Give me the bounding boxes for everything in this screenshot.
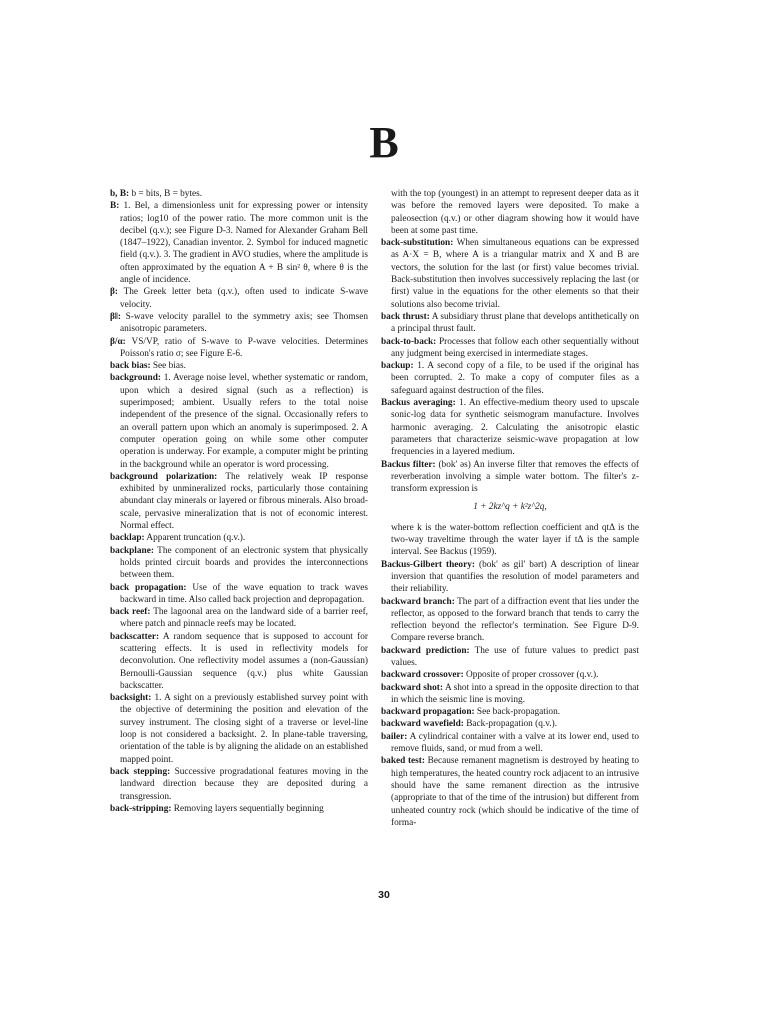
entry-headword: back propagation:: [110, 582, 187, 593]
entry-headword: back-substitution:: [381, 238, 454, 249]
entry-headword: back-stripping:: [110, 803, 172, 814]
entry-headword: b, B:: [110, 189, 130, 199]
dictionary-entry: [110, 606, 368, 631]
entry-definition: Successive progradational features moving in the landward direction because they are deposited during a transgression.: [120, 766, 368, 802]
entry-headword: backward crossover:: [381, 670, 464, 681]
entry-definition: The Greek letter beta (q.v.), often used to indicate S-wave velocity.: [118, 287, 368, 310]
entry-definition: A subsidiary thrust plane that develops antithetically on a principal thrust fault.: [391, 311, 639, 335]
entry-headword: Backus-Gilbert theory:: [381, 559, 475, 570]
page-number: 30: [378, 889, 390, 901]
dictionary-entry: [110, 372, 368, 470]
equation-explanation: where k is the water-bottom reflection coefficient and qtΔ is the two-way traveltime through the water layer if tΔ is the sample interval. See Backus (1959).: [391, 522, 639, 558]
entry-definition: (bok' əs) An inverse filter that removes the effects of reverberation involving a simple water bottom. The filter's z-transform expression is: [391, 459, 639, 495]
dictionary-entry: [110, 766, 368, 803]
entry-definition: Use of the wave equation to track waves backward in time. Also called back projection and depropagation.: [120, 582, 368, 605]
entry-definition: The lagoonal area on the landward side of a barrier reef, where patch and pinnacle reefs may be located.: [120, 607, 369, 630]
dictionary-entry: [381, 706, 639, 718]
dictionary-entry: [381, 360, 639, 397]
entry-definition: A shot into a spread in the opposite direction to that in which the seismic line is moving.: [391, 682, 639, 705]
dictionary-entry: [381, 237, 639, 311]
entry-definition: VS/VP, ratio of S-wave to P-wave velocities. Determines Poisson's ratio σ; see Figure E-6.: [120, 336, 368, 359]
entry-definition: The use of future values to predict past values.: [391, 645, 639, 668]
dictionary-entry: [110, 188, 368, 200]
dictionary-entry: [110, 532, 368, 544]
dictionary-entry: [381, 718, 639, 730]
dictionary-entry: [381, 731, 639, 756]
entry-definition: A random sequence that is supposed to account for scattering effects. It is used in reflectivity models for deconvolution. One reflectivity model assumes a (non-Gaussian) Bernoulli-Gaussian sequence (q.v.) plus white Gaussian backscatter.: [120, 631, 368, 691]
entry-headword: backplane:: [110, 545, 154, 556]
entry-continuation: with the top (youngest) in an attempt to represent deeper data as it was before the removed layers were deposited. To make a paleosection (q.v.) or other diagram showing how it would have been at some past time.: [391, 189, 639, 236]
entry-headword: backward wavefield:: [381, 719, 464, 730]
dictionary-entry: [110, 631, 368, 692]
entry-headword: back reef:: [110, 607, 151, 618]
entry-headword: B:: [110, 201, 120, 212]
entry-headword: back bias:: [110, 361, 151, 372]
entry-headword: back thrust:: [381, 311, 430, 322]
dictionary-entry: [381, 559, 639, 596]
entry-definition: See back-propagation.: [474, 707, 561, 718]
entry-headword: backward prediction:: [381, 645, 470, 656]
dictionary-entry: [381, 311, 639, 336]
dictionary-entry: [110, 471, 368, 532]
entry-definition: 1. A sight on a previously established survey point with the objective of determining the position and elevation of the survey instrument. The closing sight of a traverse or level-line loop is not considered a backsight. 2. In plane-table traversing, orientation of the table is by aligning the alidade on an established mapped point.: [120, 693, 368, 765]
left-column: [110, 188, 368, 815]
dictionary-entry: [110, 360, 368, 372]
entry-definition: 1. A second copy of a file, to be used if the original has been corrupted. 2. To make a copy of computer files as a safeguard against destruction of the files.: [391, 361, 639, 396]
entry-definition: (bok' əs gil' bərt) A description of linear inversion that quantifies the resolution of model parameters and their reliability.: [391, 559, 640, 595]
dictionary-entry: [110, 582, 368, 607]
entry-headword: β‖:: [110, 311, 122, 322]
entry-headword: backward propagation:: [381, 707, 475, 718]
entry-headword: backlap:: [110, 533, 145, 544]
entry-definition: Apparent truncation (q.v.).: [144, 533, 246, 544]
dictionary-entry: [381, 755, 639, 829]
entry-definition: Because remanent magnetism is destroyed by heating to high temperatures, the heated country rock adjacent to an intrusive should have the same remanent direction as the intrusive (appropriate to that of the time of the intrusion) but different from unheated country rock (which should be indicative of the time of forma-: [391, 756, 639, 828]
dictionary-entry: [381, 682, 639, 707]
entry-headword: back stepping:: [110, 766, 171, 777]
dictionary-entry: [110, 336, 368, 361]
entry-headword: baked test:: [381, 756, 425, 767]
entry-headword: β/α:: [110, 336, 126, 347]
entry-headword: β:: [110, 287, 118, 298]
dictionary-entry: [381, 596, 639, 645]
entry-headword: background:: [110, 373, 161, 384]
dictionary-entry: [110, 200, 368, 286]
entry-definition: Opposite of proper crossover (q.v.).: [463, 670, 599, 681]
section-letter: B: [369, 118, 399, 167]
entry-definition: S-wave velocity parallel to the symmetry axis; see Thomsen anisotropic parameters.: [120, 311, 368, 335]
entry-definition: 1. An effective-medium theory used to upscale sonic-log data for synthetic seismogram manufacture. Involves harmonic averaging. 2. Calculating the anisotropic elastic parameters that characterize seismic-wave propagation at low frequencies in a layered medium.: [391, 398, 639, 458]
entry-headword: bailer:: [381, 731, 408, 742]
entry-definition: b = bits, B = bytes.: [129, 189, 203, 199]
entry-definition: Processes that follow each other sequentially without any judgment being exercised in intermediate stages.: [391, 336, 639, 359]
entry-headword: backup:: [381, 361, 414, 372]
entry-definition: The relatively weak IP response exhibited by unmineralized rocks, particularly those containing abundant clay minerals or layered or fibrous minerals. Also broad-scale, pervasive mineralization that is not of economic interest. Normal effect.: [120, 471, 368, 532]
dictionary-entry: [381, 336, 639, 361]
dictionary-entry: [110, 286, 368, 311]
entry-headword: background polarization:: [110, 471, 218, 482]
dictionary-entry: [381, 397, 639, 458]
entry-definition: The component of an electronic system that physically holds printed circuit boards and provides the interconnections between them.: [120, 545, 368, 581]
entry-headword: backward shot:: [381, 682, 443, 693]
dictionary-entry: [110, 692, 368, 766]
entry-headword: backsight:: [110, 693, 152, 704]
entry-headword: Backus averaging:: [381, 398, 456, 409]
entry-definition: Removing layers sequentially beginning: [171, 803, 324, 814]
entry-definition: Back-propagation (q.v.).: [463, 719, 558, 730]
backus-filter-equation: 1 + 2kz^q + k²z^2q,: [473, 502, 547, 513]
dictionary-entry: [381, 459, 639, 496]
dictionary-entry: [381, 645, 639, 670]
entry-definition: A cylindrical container with a valve at its lower end, used to remove fluids, sand, or mud from a well.: [391, 731, 639, 755]
entry-headword: backscatter:: [110, 631, 160, 642]
dictionary-entry: [110, 803, 368, 815]
entry-definition: When simultaneous equations can be expressed as A·X = B, where A is a triangular matrix and X and B are vectors, the solution for the last (or first) value becomes trivial. Back-substitution then involves successively replacing the last (or first) value in the equations for the other elements so that their solutions also become trivial.: [391, 238, 639, 310]
dictionary-entry: [110, 545, 368, 582]
entry-definition: The part of a diffraction event that lies under the reflector, as opposed to the forward branch that tends to carry the reflection beyond the reflector's termination. See Figure D-9. Compare reverse branch.: [391, 596, 640, 644]
entry-headword: back-to-back:: [381, 336, 437, 347]
entry-definition: 1. Bel, a dimensionless unit for expressing power or intensity ratios; log10 of the power ratio. The more common unit is the decibel (q.v.); see Figure D-3. Named for Alexander Graham Bell (1847–1922), Canadian inventor. 2. Symbol for induced magnetic field (q.v.). 3. The gradient in AVO studies, where the amplitude is often approximated by the equation A + B sin² θ, where θ is the angle of incidence.: [119, 201, 368, 286]
dictionary-entry: [381, 669, 639, 681]
right-column: [381, 188, 639, 829]
entry-definition: 1. Average noise level, whether systematic or random, upon which a desired signal (such as a reflection) is superimposed; ambient. Usually refers to the total noise independent of the presence of the signal. Occasionally refers to an overall pattern upon which an anomaly is superimposed. 2. A computer operation going on while some other computer operation is underway. For example, a computer might be printing in the background while an operator is word processing.: [120, 373, 368, 470]
entry-definition: See bias.: [150, 361, 186, 372]
entry-headword: backward branch:: [381, 596, 455, 607]
entry-headword: Backus filter:: [381, 459, 436, 470]
dictionary-entry: [110, 311, 368, 336]
